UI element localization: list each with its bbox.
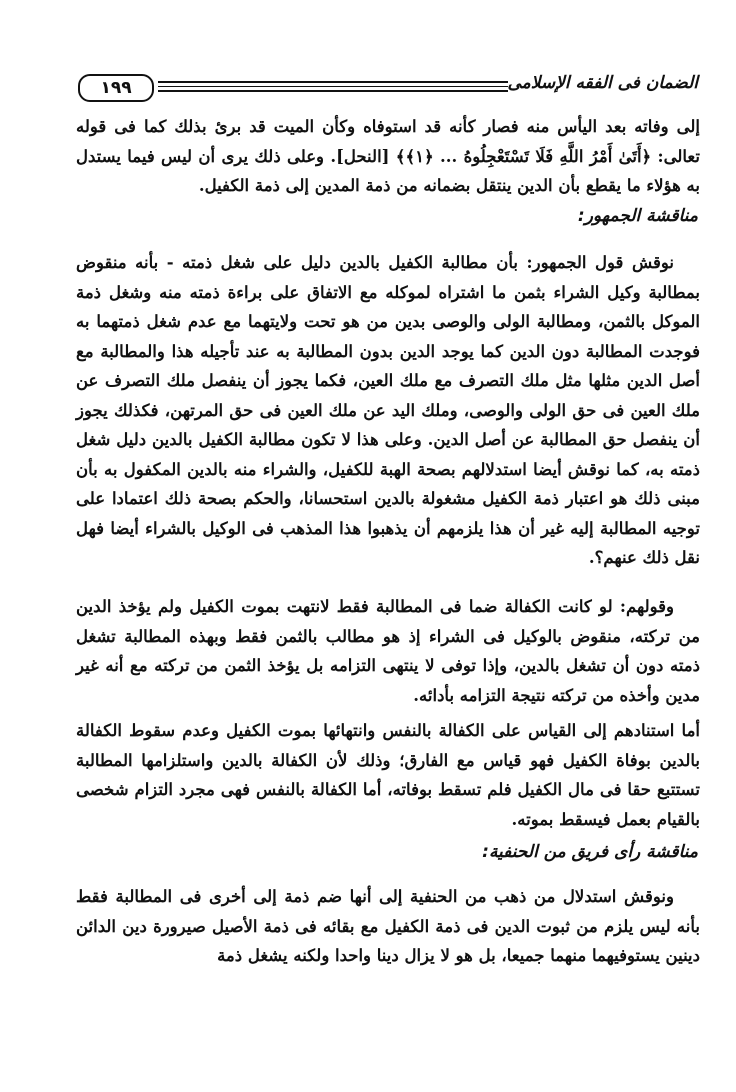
section-heading-majority: مناقشة الجمهور: xyxy=(577,206,698,226)
running-header xyxy=(78,70,698,104)
paragraph-2: نوقش قول الجمهور: بأن مطالبة الكفيل بالدين دليل على شغل ذمته - بأنه منقوض بمطالبة وكيل الشراء بثمن ما اشتراه لموكله مع الاتفاق على براءة ذمته منه وشغل ذمة الموكل بالثمن، ومطالبة الولى والوصى بدين من هو تحت ولايتهما مع عدم شغل ذمتهما به فوجدت المطالبة دون الدين كما يوجد الدين بدون المطالبة به عند تأجيله هذا والمطالبة مع أصل الدين مثلها مثل ملك التصرف مع ملك العين، فكما يجوز أن ينفصل ملك التصرف عن ملك العين فى حق الولى والوصى، وملك اليد عن ملك العين فى حق المرتهن، فكذلك يجوز أن ينفصل حق المطالبة عن أصل الدين. وعلى هذا لا تكون مطالبة الكفيل بالدين دليل شغل ذمته به، كما نوقش أيضا استدلالهم بصحة الهبة للكفيل، والشراء منه بالدين المكفول به بأن مبنى ذلك هو اعتبار ذمة الكفيل مشغولة بالدين استحسانا، والحكم بصحة ذلك اعتمادا على توجيه المطالبة إليه غير أن هذا يلزمهم أن يذهبوا هذا المذهب فى الوكيل بالشراء أيضا فهل نقل ذلك عنهم؟. xyxy=(76,253,700,567)
header-rule xyxy=(158,81,508,93)
header-rule-line xyxy=(158,90,508,92)
paragraph-3: وقولهم: لو كانت الكفالة ضما فى المطالبة فقط لانتهت بموت الكفيل ولم يؤخذ الدين من تركته، منقوض بالوكيل فى الشراء إذ هو مطالب بالثمن فقط وبهذه المطالبة تشغل ذمته دون أن تشغل بالدين، وإذا توفى لا ينتهى التزامه بل يؤخذ الثمن من تركته مع أنه غير مدين وأخذه من تركته نتيجة التزامه بأدائه. xyxy=(76,597,700,705)
header-rule-line xyxy=(158,81,508,83)
header-rule-line xyxy=(158,86,508,87)
page-number: ١٩٩ xyxy=(78,74,154,102)
paragraph-1: إلى وفاته بعد اليأس منه فصار كأنه قد استوفاه وكأن الميت قد برئ بذلك كما فى قوله تعالى: ﴿أَتَىٰ أَمْرُ اللَّهِ فَلَا تَسْتَعْجِلُوهُ ... ﴿١﴾﴾ [النحل]. وعلى ذلك يرى أن ليس فيما يستدل به هؤلاء ما يقطع بأن الدين ينتقل بضمانه من ذمة المدين إلى ذمة الكفيل. xyxy=(76,117,700,195)
paragraph-4: أما استنادهم إلى القياس على الكفالة بالنفس وانتهائها بموت الكفيل وعدم سقوط الكفالة بالدين بوفاة الكفيل فهو قياس مع الفارق؛ وذلك لأن الكفالة بالدين واستلزامها المطالبة تستتبع حقا فى مال الكفيل فلم تسقط بوفاته، أما الكفالة بالنفس فهى مجرد التزام شخصى بالقيام بعمل فيسقط بموته. xyxy=(76,721,700,829)
paragraph-5: ونوقش استدلال من ذهب من الحنفية إلى أنها ضم ذمة إلى أخرى فى المطالبة فقط بأنه ليس يلزم من ثبوت الدين فى ذمة الكفيل مع بقائه فى ذمة الأصيل صيرورة دين الدائن دينين يستوفيهما منهما جميعا، بل هو لا يزال دينا واحدا ولكنه يشغل ذمة xyxy=(76,887,700,965)
section-heading-hanafi: مناقشة رأى فريق من الحنفية: xyxy=(482,842,698,862)
running-title: الضمان فى الفقه الإسلامى xyxy=(507,73,698,93)
